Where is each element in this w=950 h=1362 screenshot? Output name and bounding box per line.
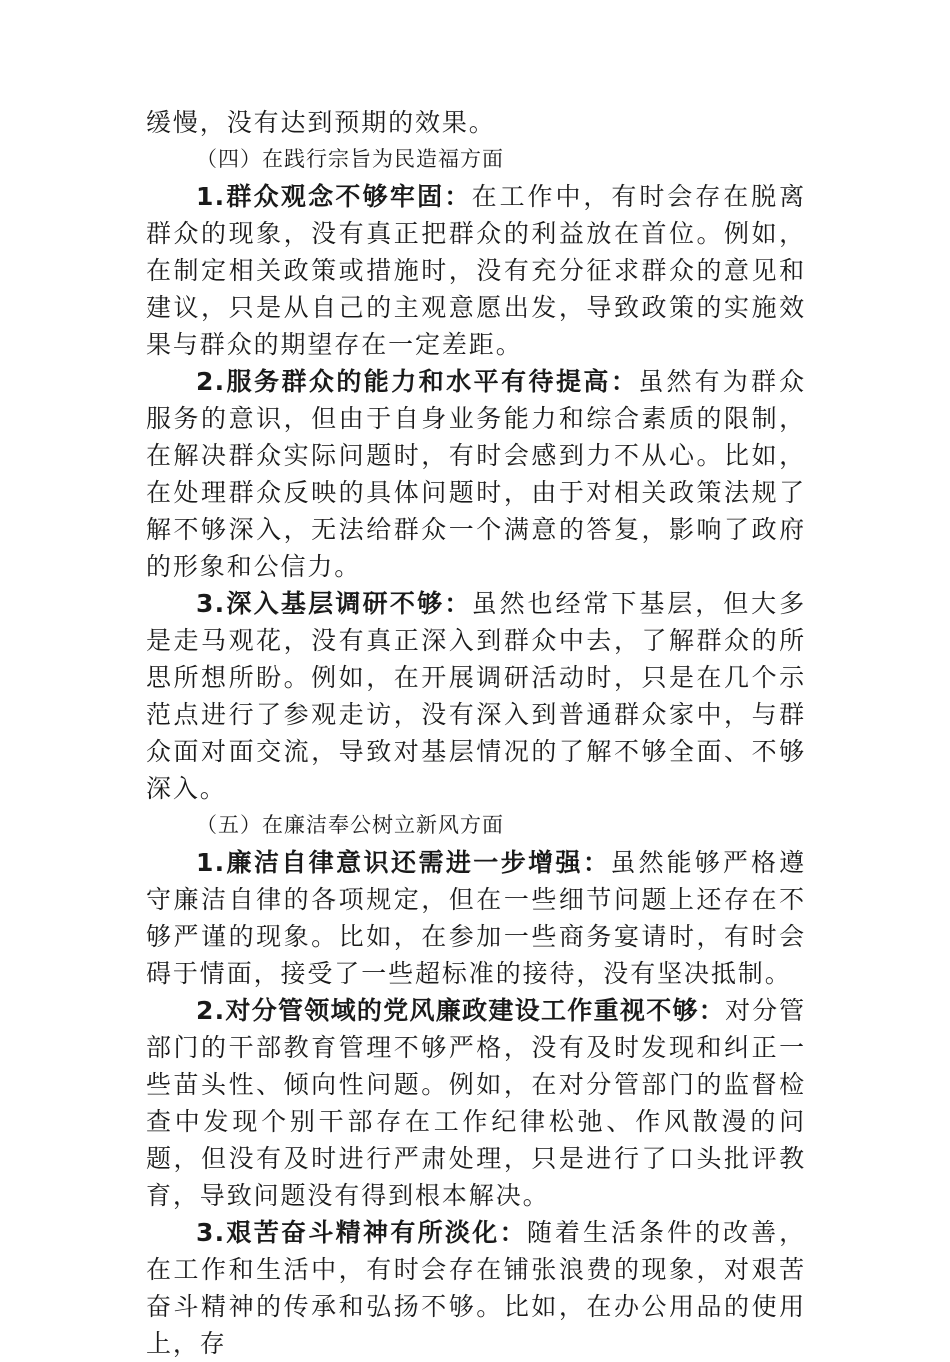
- continuation-paragraph: 缓慢，没有达到预期的效果。: [146, 108, 496, 137]
- paragraph-4-2: [146, 363, 806, 585]
- paragraph-4-1: [146, 178, 806, 363]
- paragraph-body: 随着生活条件的改善，在工作和生活中，有时会存在铺张浪费的现象，对艰苦奋斗精神的传承和弘扬不够。比如，在办公用品的使用上，存: [146, 1218, 806, 1358]
- paragraph-body: 对分管部门的干部教育管理不够严格，没有及时发现和纠正一些苗头性、倾向性问题。例如，在对分管部门的监督检查中发现个别干部存在工作纪律松弛、作风散漫的问题，但没有及时进行严肃处理，只是进行了口头批评教育，导致问题没有得到根本解决。: [146, 996, 807, 1210]
- paragraph-5-1: [146, 844, 806, 992]
- paragraph-5-3: [146, 1214, 806, 1362]
- paragraph-lead: 3.艰苦奋斗精神有所淡化：: [196, 1218, 527, 1247]
- paragraph-lead: 3.深入基层调研不够：: [196, 589, 472, 618]
- paragraph-body: 虽然有为群众服务的意识，但由于自身业务能力和综合素质的限制，在解决群众实际问题时，有时会感到力不从心。比如，在处理群众反映的具体问题时，由于对相关政策法规了解不够深入，无法给群众一个满意的答复，影响了政府的形象和公信力。: [146, 367, 807, 581]
- paragraph-4-3: [146, 585, 806, 807]
- section-heading-5: （五）在廉洁奉公树立新风方面: [196, 813, 504, 837]
- paragraph-body: 在工作中，有时会存在脱离群众的现象，没有真正把群众的利益放在首位。例如，在制定相关政策或措施时，没有充分征求群众的意见和建议，只是从自己的主观意愿出发，导致政策的实施效果与群众的期望存在一定差距。: [146, 182, 806, 359]
- paragraph-5-2: [146, 992, 806, 1214]
- paragraph-body: 虽然能够严格遵守廉洁自律的各项规定，但在一些细节问题上还存在不够严谨的现象。比如，在参加一些商务宴请时，有时会碍于情面，接受了一些超标准的接待，没有坚决抵制。: [146, 848, 806, 988]
- paragraph-lead: 1.群众观念不够牢固：: [196, 182, 472, 211]
- document-page: [146, 104, 806, 1362]
- section-heading-4: （四）在践行宗旨为民造福方面: [196, 147, 504, 171]
- paragraph-lead: 2.服务群众的能力和水平有待提高：: [196, 367, 639, 396]
- paragraph-body: 虽然也经常下基层，但大多是走马观花，没有真正深入到群众中去，了解群众的所思所想所盼。例如，在开展调研活动时，只是在几个示范点进行了参观走访，没有深入到普通群众家中，与群众面对面交流，导致对基层情况的了解不够全面、不够深入。: [146, 589, 806, 803]
- paragraph-lead: 1.廉洁自律意识还需进一步增强：: [196, 848, 611, 877]
- paragraph-lead: 2.对分管领域的党风廉政建设工作重视不够：: [196, 996, 726, 1025]
